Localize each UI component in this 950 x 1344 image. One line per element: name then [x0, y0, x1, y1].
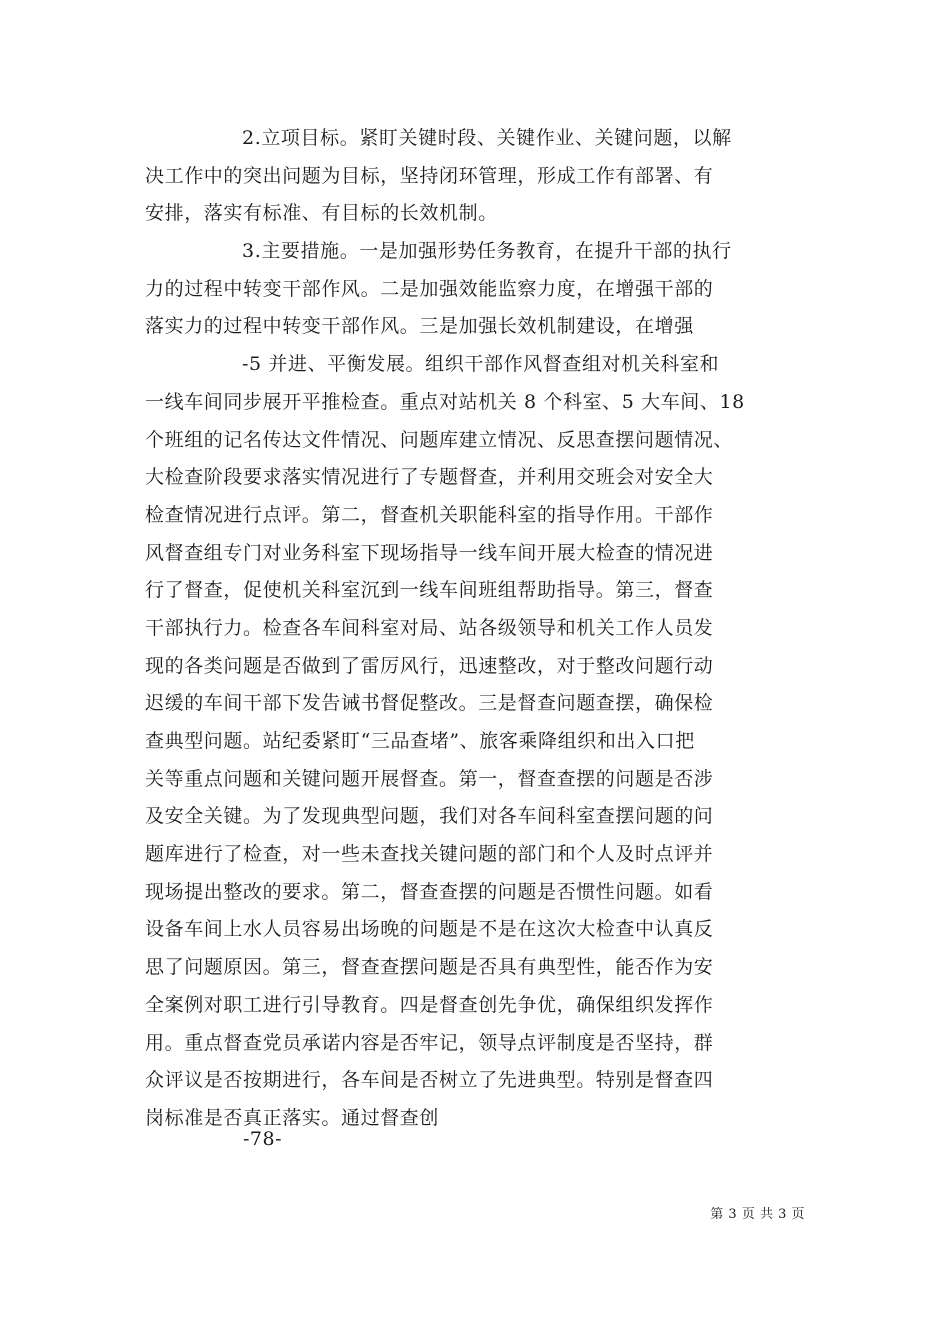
text-line: 现的各类问题是否做到了雷厉风行，迅速整改，对于整改问题行动 [145, 654, 714, 677]
text-line: 行了督查，促使机关科室沉到一线车间班组帮助指导。第三，督查 [145, 579, 714, 602]
text-line: 用。重点督查党员承诺内容是否牢记，领导点评制度是否坚持，群 [145, 1031, 714, 1054]
text-line: 及安全关键。为了发现典型问题，我们对各车间科室查摆问题的问 [145, 805, 714, 828]
text-line: 3.主要措施。一是加强形势任务教育，在提升干部的执行 [242, 240, 732, 263]
text-line: 风督查组专门对业务科室下现场指导一线车间开展大检查的情况进 [145, 541, 714, 564]
text-line: 落实力的过程中转变干部作风。三是加强长效机制建设，在增强 [145, 315, 694, 338]
text-line: 现场提出整改的要求。第二，督查查摆的问题是否惯性问题。如看 [145, 880, 714, 903]
text-line: 思了问题原因。第三，督查查摆问题是否具有典型性，能否作为安 [145, 956, 714, 979]
text-line: 个班组的记名传达文件情况、问题库建立情况、反思查摆问题情况、 [145, 428, 734, 451]
text-line: 决工作中的突出问题为目标，坚持闭环管理，形成工作有部署、有 [145, 164, 714, 187]
text-line: 干部执行力。检查各车间科室对局、站各级领导和机关工作人员发 [145, 616, 714, 639]
text-line: 一线车间同步展开平推检查。重点对站机关 8 个科室、5 大车间、18 [145, 390, 745, 413]
text-line: 众评议是否按期进行，各车间是否树立了先进典型。特别是督查四 [145, 1069, 714, 1092]
text-line: 关等重点问题和关键问题开展督查。第一，督查查摆的问题是否涉 [145, 767, 714, 790]
body-text [145, 120, 815, 1138]
text-line: 岗标准是否真正落实。通过督查创 [145, 1106, 440, 1129]
text-line: 全案例对职工进行引导教育。四是督查创先争优，确保组织发挥作 [145, 993, 714, 1016]
footer-page-indicator: 第 3 页 共 3 页 [710, 1207, 805, 1222]
page-number: -78- [243, 1128, 283, 1150]
text-line: 力的过程中转变干部作风。二是加强效能监察力度，在增强干部的 [145, 277, 714, 300]
text-line: 安排，落实有标准、有目标的长效机制。 [145, 202, 498, 225]
text-line: 迟缓的车间干部下发告诫书督促整改。三是督查问题查摆，确保检 [145, 692, 714, 715]
text-line: 题库进行了检查，对一些未查找关键问题的部门和个人及时点评并 [145, 843, 714, 866]
text-line: -5 并进、平衡发展。组织干部作风督查组对机关科室和 [242, 353, 720, 376]
text-line: 2.立项目标。紧盯关键时段、关键作业、关键问题，以解 [242, 127, 732, 149]
text-line: 大检查阶段要求落实情况进行了专题督查，并利用交班会对安全大 [145, 466, 714, 489]
text-line: 检查情况进行点评。第二，督查机关职能科室的指导作用。干部作 [145, 503, 714, 526]
text-line: 查典型问题。站纪委紧盯“三品查堵”、旅客乘降组织和出入口把 [145, 730, 695, 752]
text-line: 设备车间上水人员容易出场晚的问题是不是在这次大检查中认真反 [145, 918, 714, 941]
